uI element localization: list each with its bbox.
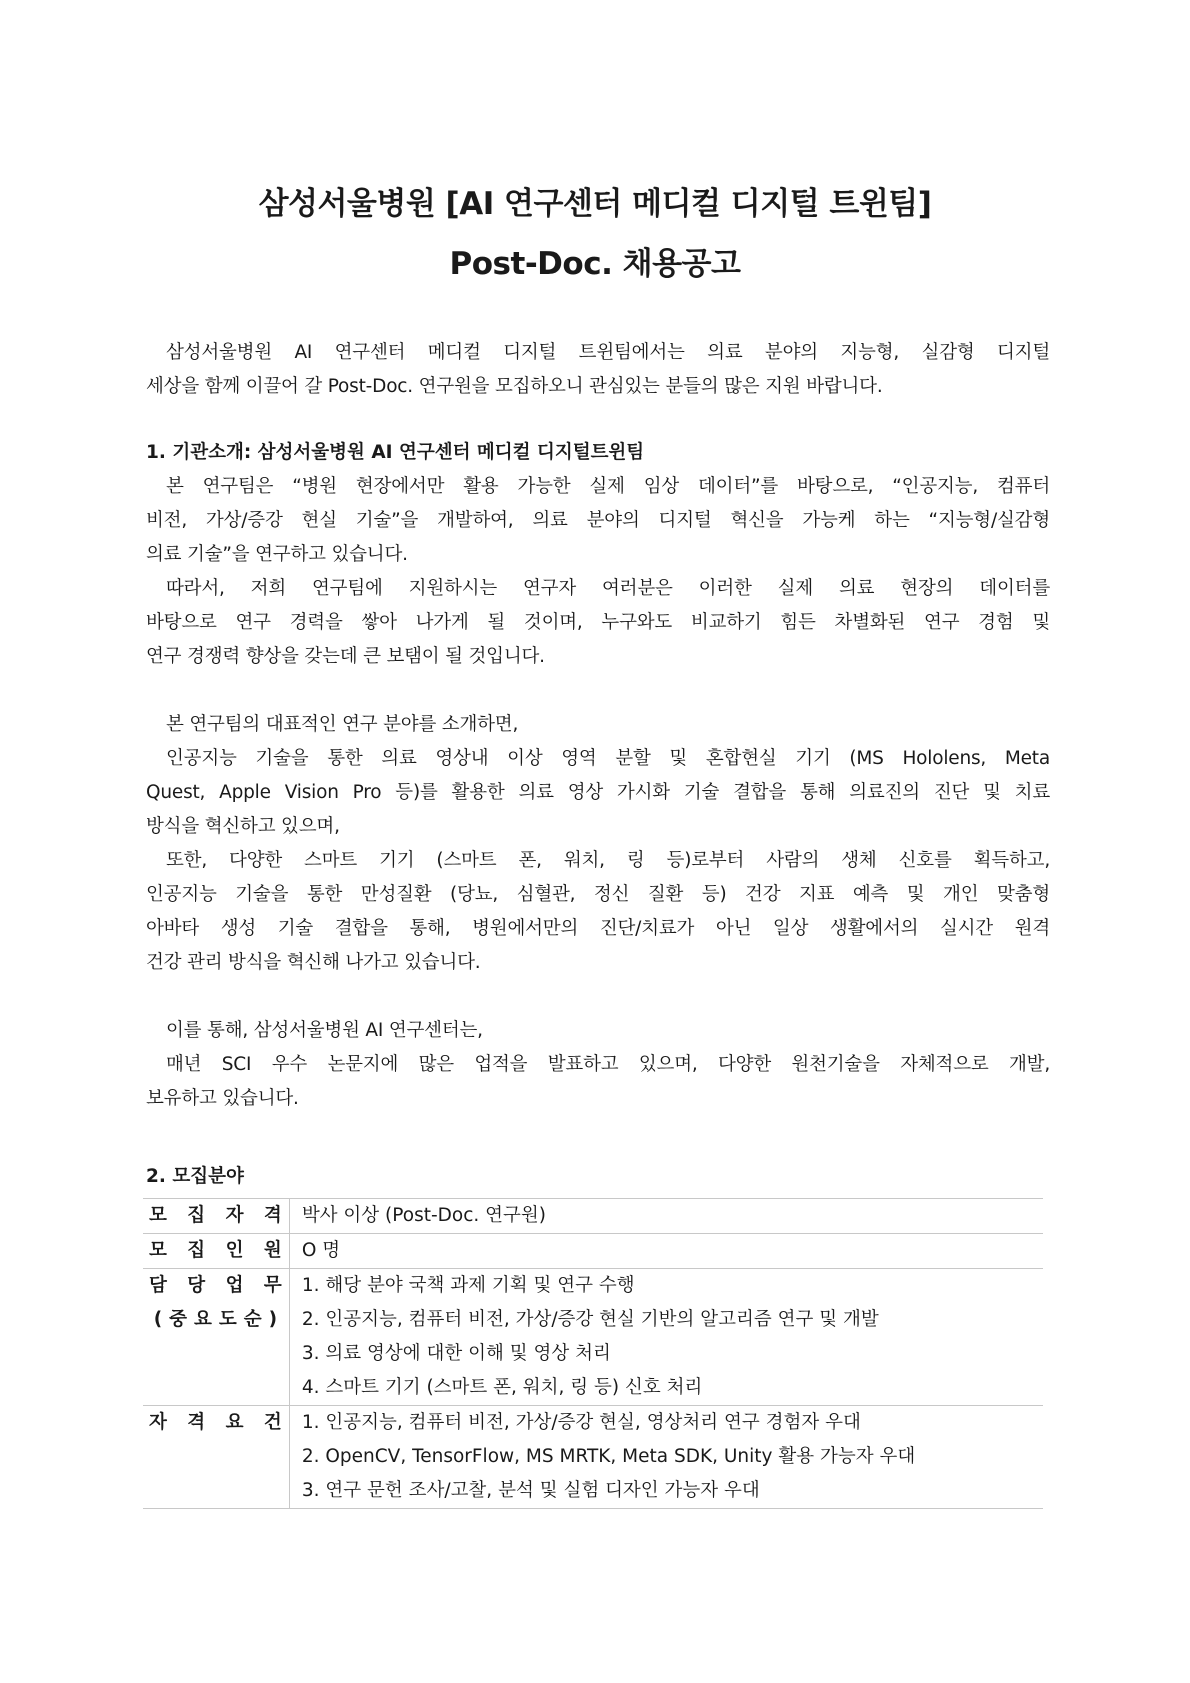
section-1-heading: 1. 기관소개: 삼성서울병원 AI 연구센터 메디컬 디지털트윈팀 (146, 442, 645, 463)
label-text: 모 집 인 원 (149, 1240, 289, 1261)
table-row (143, 1199, 1043, 1234)
body-line: 아바타 생성 기술 결합을 통해, 병원에서만의 진단/치료가 아닌 일상 생활에서의 실시간 원격 (146, 918, 1050, 939)
label-text: 모 집 자 격 (149, 1205, 289, 1226)
body-line: 매년 SCI 우수 논문지에 많은 업적을 발표하고 있으며, 다양한 원천기술을 자체적으로 개발, (166, 1054, 1050, 1075)
body-line: 본 연구팀은 “병원 현장에서만 활용 가능한 실제 임상 데이터”를 바탕으로, “인공지능, 컴퓨터 (166, 476, 1050, 497)
table-row (143, 1234, 1043, 1269)
body-line: 따라서, 저희 연구팀에 지원하시는 연구자 여러분은 이러한 실제 의료 현장의 데이터를 (166, 578, 1050, 599)
row-value (289, 1199, 1043, 1234)
body-line: 본 연구팀의 대표적인 연구 분야를 소개하면, (166, 714, 519, 735)
value-text: 2. 인공지능, 컴퓨터 비전, 가상/증강 현실 기반의 알고리즘 연구 및 개발 (301, 1309, 879, 1330)
table-row (143, 1406, 1043, 1509)
intro-line: 세상을 함께 이끌어 갈 Post-Doc. 연구원을 모집하오니 관심있는 분들의 많은 지원 바랍니다. (146, 376, 883, 397)
row-value (289, 1269, 1043, 1406)
body-line: 건강 관리 방식을 혁신해 나가고 있습니다. (146, 952, 481, 973)
row-value (289, 1406, 1043, 1509)
title-line-1: 삼성서울병원 [AI 연구센터 메디컬 디지털 트윈팀] (258, 186, 932, 222)
body-line: 이를 통해, 삼성서울병원 AI 연구센터는, (166, 1020, 483, 1041)
row-value (289, 1234, 1043, 1269)
intro-line: 삼성서울병원 AI 연구센터 메디컬 디지털 트윈팀에서는 의료 분야의 지능형, 실감형 디지털 (166, 342, 1050, 363)
body-line: 보유하고 있습니다. (146, 1088, 299, 1109)
body-line: Quest, Apple Vision Pro 등)를 활용한 의료 영상 가시화 기술 결합을 통해 의료진의 진단 및 치료 (146, 782, 1050, 803)
title-line-2: Post-Doc. 채용공고 (449, 246, 741, 282)
body-line: 방식을 혁신하고 있으며, (146, 816, 340, 837)
row-label (143, 1234, 289, 1269)
body-line: 인공지능 기술을 통한 의료 영상내 이상 영역 분할 및 혼합현실 기기 (MS Hololens, Meta (166, 748, 1050, 769)
value-text: 1. 인공지능, 컴퓨터 비전, 가상/증강 현실, 영상처리 연구 경험자 우대 (301, 1412, 861, 1433)
row-label (143, 1406, 289, 1509)
section-2-heading: 2. 모집분야 (146, 1166, 244, 1187)
value-text: 4. 스마트 기기 (스마트 폰, 워치, 링 등) 신호 처리 (301, 1377, 703, 1398)
recruitment-table (143, 1198, 1043, 1509)
table-row (143, 1269, 1043, 1406)
value-text: 3. 연구 문헌 조사/고찰, 분석 및 실험 디자인 가능자 우대 (301, 1480, 760, 1501)
body-line: 의료 기술”을 연구하고 있습니다. (146, 544, 408, 565)
body-line: 바탕으로 연구 경력을 쌓아 나가게 될 것이며, 누구와도 비교하기 힘든 차별화된 연구 경험 및 (146, 612, 1050, 633)
value-text: 2. OpenCV, TensorFlow, MS MRTK, Meta SDK, Unity 활용 가능자 우대 (301, 1446, 916, 1467)
body-line: 연구 경쟁력 향상을 갖는데 큰 보탬이 될 것입니다. (146, 646, 545, 667)
value-text: 3. 의료 영상에 대한 이해 및 영상 처리 (301, 1343, 611, 1364)
value-text: 박사 이상 (Post-Doc. 연구원) (301, 1205, 546, 1226)
label-text: 담 당 업 무 (149, 1275, 289, 1296)
label-text: 자 격 요 건 (149, 1412, 289, 1433)
value-text: O 명 (301, 1240, 341, 1261)
value-text: 1. 해당 분야 국책 과제 기획 및 연구 수행 (301, 1275, 635, 1296)
body-line: 인공지능 기술을 통한 만성질환 (당뇨, 심혈관, 정신 질환 등) 건강 지표 예측 및 개인 맞춤형 (146, 884, 1050, 905)
label-text: (중요도순) (153, 1309, 285, 1330)
body-line: 또한, 다양한 스마트 기기 (스마트 폰, 워치, 링 등)로부터 사람의 생체 신호를 획득하고, (166, 850, 1050, 871)
row-label (143, 1269, 289, 1406)
row-label (143, 1199, 289, 1234)
body-line: 비전, 가상/증강 현실 기술”을 개발하여, 의료 분야의 디지털 혁신을 가능케 하는 “지능형/실감형 (146, 510, 1050, 531)
